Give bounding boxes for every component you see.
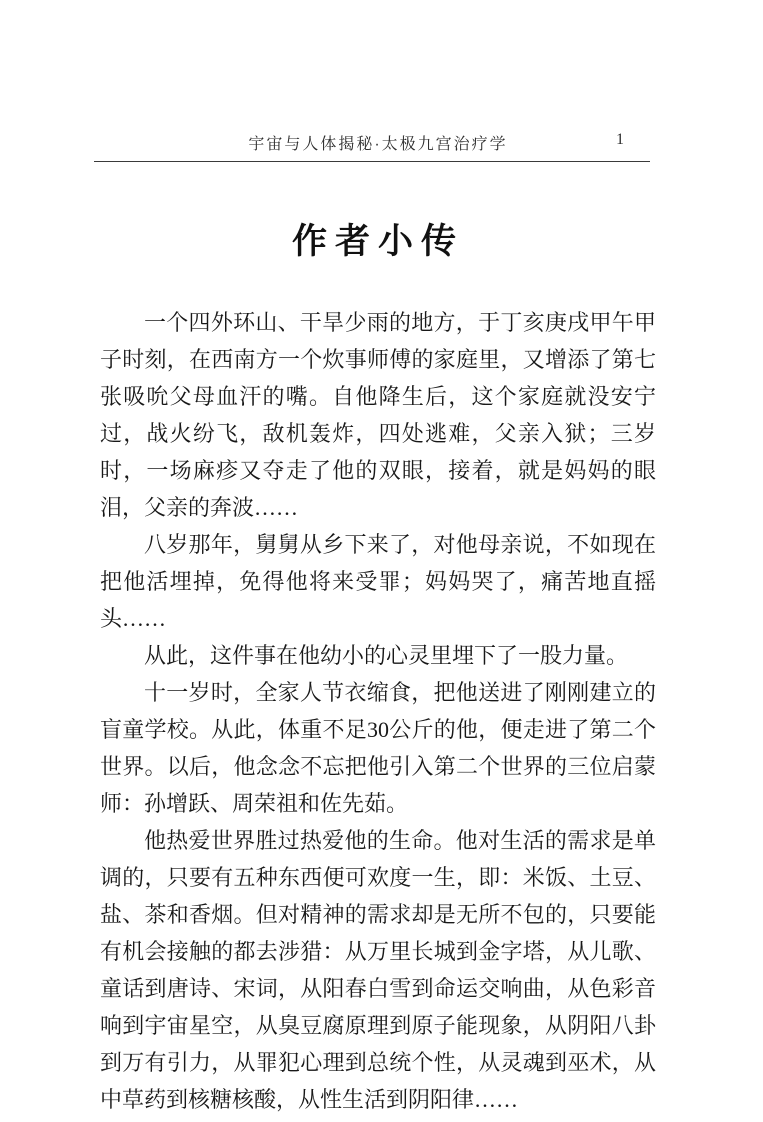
- page-title: 作者小传: [291, 222, 464, 261]
- running-header-title: 宇宙与人体揭秘·太极九宫治疗学: [248, 136, 508, 153]
- paragraph: 一个四外环山、干旱少雨的地方，于丁亥庚戌甲午甲子时刻，在西南方一个炊事师傅的家庭里，又增添了第七张吸吮父母血汗的嘴。自他降生后，这个家庭就没安宁过，战火纷飞，敌机轰炸，四处逃难，父亲入狱；三岁时，一场麻疹又夺走了他的双眼，接着，就是妈妈的眼泪，父亲的奔波……: [100, 310, 656, 520]
- running-header: [100, 131, 656, 157]
- header-divider: [94, 161, 650, 162]
- page-number: 1: [616, 131, 624, 148]
- paragraph: 他热爱世界胜过热爱他的生命。他对生活的需求是单调的，只要有五种东西便可欢度一生，即：米饭、土豆、盐、茶和香烟。但对精神的需求却是无所不包的，只要能有机会接触的都去涉猎：从万里长城到金字塔，从儿歌、童话到唐诗、宋词，从阳春白雪到命运交响曲，从色彩音响到宇宙星空，从臭豆腐原理到原子能现象，从阴阳八卦到万有引力，从罪犯心理到总统个性，从灵魂到巫术，从中草药到核糖核酸，从性生活到阴阳律……: [100, 828, 656, 1112]
- body-text: [100, 304, 656, 1118]
- paragraph: 从此，这件事在他幼小的心灵里埋下了一股力量。: [144, 643, 629, 668]
- content-column: [100, 0, 656, 1118]
- paragraph: 十一岁时，全家人节衣缩食，把他送进了刚刚建立的盲童学校。从此，体重不足30公斤的他，便走进了第二个世界。以后，他念念不忘把他引入第二个世界的三位启蒙师：孙增跃、周荣祖和佐先茹。: [100, 680, 656, 816]
- paragraph: 八岁那年，舅舅从乡下来了，对他母亲说，不如现在把他活埋掉，免得他将来受罪；妈妈哭了，痛苦地直摇头……: [100, 532, 656, 631]
